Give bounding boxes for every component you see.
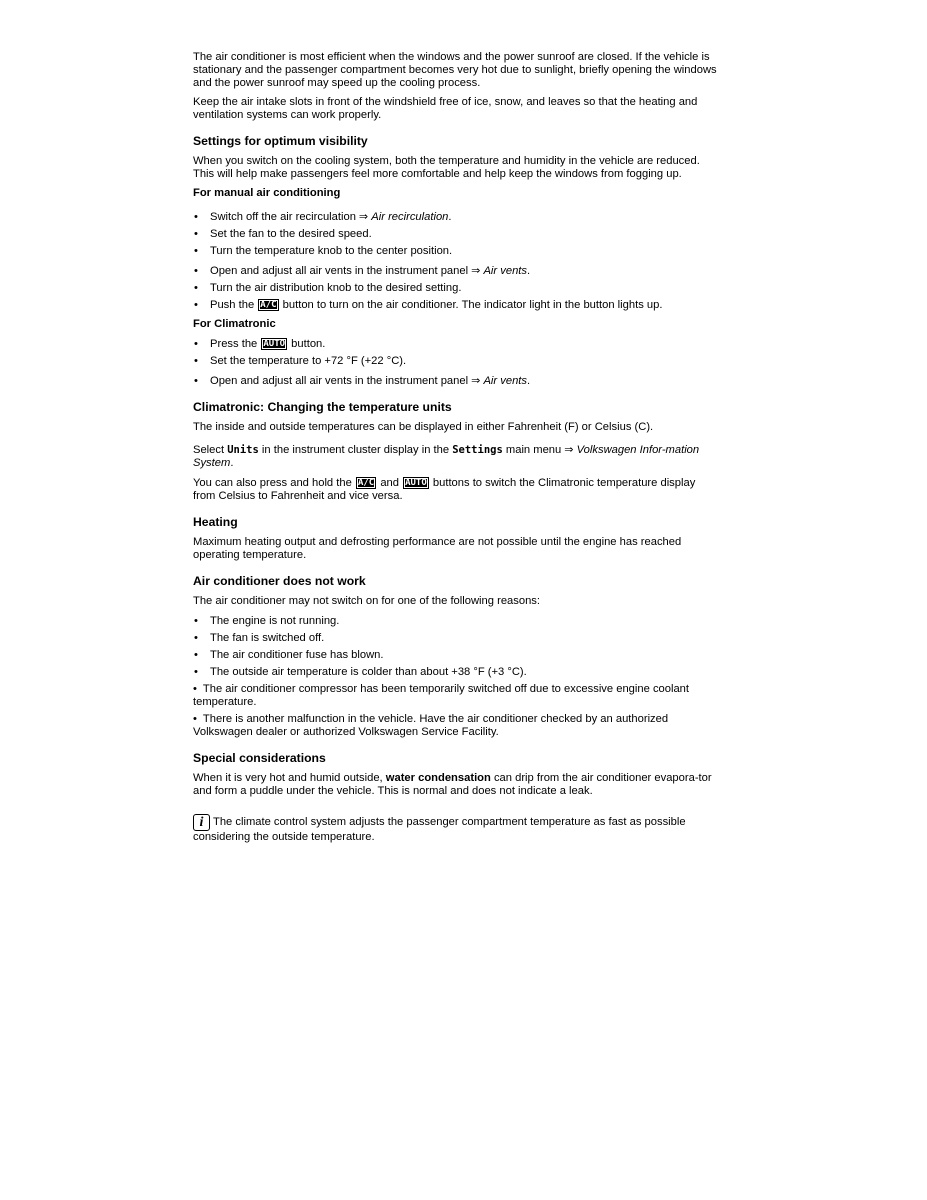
bullet: • [194,282,198,294]
text: main menu [505,444,562,456]
list-text: The fan is switched off. [210,632,325,644]
list-text: The engine is not running. [210,615,340,627]
arrow-icon: ⇒ [471,375,481,387]
list-item [193,683,718,709]
text: and [380,477,399,489]
list-text: Open and adjust all air vents in the instrument panel [210,265,469,277]
list-item [193,211,718,224]
text: can drip from the air conditioner evapora-tor and form a puddle under the vehicle. This is normal and does not indicate a leak. [193,772,712,797]
auto-button-icon: AUTO [405,478,427,488]
list-item [193,338,718,351]
auto-button-icon: AUTO [263,339,286,349]
list-item [193,632,718,645]
info-note [193,814,718,844]
units-heading: Climatronic: Changing the temperature units [193,400,452,414]
bullet: • [194,338,198,350]
bullet: • [194,228,198,240]
list-text: The outside air temperature is colder than about +38 °F (+3 °C). [210,666,527,678]
not-work-heading: Air conditioner does not work [193,574,366,588]
ac-button-icon: A/C [357,478,375,488]
list-text: Switch off the air recirculation [210,211,356,223]
list-item [193,713,718,739]
list-text: Set the fan to the desired speed. [210,228,372,240]
text: When it is very hot and humid outside, [193,772,383,784]
list-text: Open and adjust all air vents in the instrument panel [210,375,469,387]
heating-heading: Heating [193,515,238,529]
intro-paragraph-2: Keep the air intake slots in front of the windshield free of ice, snow, and leaves so that the heating and ventilation systems can work properly. [193,96,698,121]
climatronic-heading: For Climatronic [193,318,276,330]
arrow-icon: ⇒ [358,211,369,223]
bullet: • [194,355,198,367]
bullet: • [194,632,198,644]
list-item [193,265,718,278]
list-item [193,228,718,241]
list-text: button. [291,338,326,350]
visibility-heading: Settings for optimum visibility [193,134,368,148]
units-menu-item: Units [227,444,259,456]
list-item [193,615,718,628]
bullet: • [194,211,198,223]
text: Select [193,444,225,456]
not-work-list [193,615,718,739]
bullet: • [194,299,198,311]
ac-button-icon: A/C [260,300,277,310]
units-paragraph-1: The inside and outside temperatures can be displayed in either Fahrenheit (F) or Celsius (C). [193,421,654,433]
list-text: Turn the temperature knob to the center position. [210,245,453,257]
bullet: • [194,265,198,277]
list-item [193,299,718,312]
climatronic-list [193,338,718,388]
units-paragraph-2 [193,444,718,470]
arrow-icon: ⇒ [564,444,574,456]
period: . [230,457,234,469]
document-page [193,51,718,844]
intro-paragraph-1: The air conditioner is most efficient when the windows and the power sunroof are closed. If the vehicle is stationary and the passenger compartment becomes very hot due to sunlight, briefly opening the windows and the power sunroof may speed up the cooling process. [193,51,717,89]
list-text: button to turn on the air conditioner. The indicator light in the button lights up. [282,299,663,311]
period: . [527,265,531,277]
list-item [193,355,718,368]
bullet: • [194,666,198,678]
cross-reference-link[interactable]: Volkswagen Infor-mation System [193,444,700,469]
manual-ac-list [193,211,718,312]
text: You can also press and hold the [193,477,352,489]
bullet: • [194,375,198,387]
special-heading: Special considerations [193,751,326,765]
not-work-text: The air conditioner may not switch on for one of the following reasons: [193,595,540,607]
bullet: • [194,649,198,661]
list-item [193,282,718,295]
text: in the instrument cluster display in the [261,444,450,456]
period: . [448,211,452,223]
note-text: The climate control system adjusts the passenger compartment temperature as fast as possible considering the outside temperature. [193,816,686,843]
list-text: Set the temperature to +72 °F (+22 °C). [210,355,407,367]
visibility-text: When you switch on the cooling system, both the temperature and humidity in the vehicle are reduced. This will help make passengers feel more comfortable and help keep the windows from fogging up. [193,155,700,180]
units-paragraph-3 [193,477,718,503]
bullet: • [194,245,198,257]
cross-reference-link[interactable]: Air vents [483,265,527,277]
bullet: • [194,615,198,627]
bullet: • [193,713,197,725]
water-condensation-emphasis: water condensation [385,772,491,784]
period: . [527,375,531,387]
cross-reference-link[interactable]: Air recirculation [371,211,449,223]
list-item [193,245,718,258]
list-text: Push the [210,299,255,311]
list-item [193,666,718,679]
cross-reference-link[interactable]: Air vents [483,375,527,387]
settings-menu-item: Settings [452,444,503,456]
arrow-icon: ⇒ [471,265,481,277]
info-icon: i [193,814,210,831]
list-text: Turn the air distribution knob to the desired setting. [210,282,462,294]
list-text: There is another malfunction in the vehicle. Have the air conditioner checked by an authorized Volkswagen dealer or authorized Volkswagen Service Facility. [193,713,669,738]
list-text: The air conditioner fuse has blown. [210,649,384,661]
bullet: • [193,683,197,695]
special-text [193,772,718,798]
text: buttons to switch the Climatronic temperature display from Celsius to Fahrenheit and vice versa. [193,477,696,502]
heating-text: Maximum heating output and defrosting performance are not possible until the engine has reached operating temperature. [193,536,682,561]
list-item [193,375,718,388]
manual-ac-heading: For manual air conditioning [193,187,341,199]
list-text: The air conditioner compressor has been temporarily switched off due to excessive engine coolant temperature. [193,683,690,708]
list-item [193,649,718,662]
list-text: Press the [210,338,258,350]
